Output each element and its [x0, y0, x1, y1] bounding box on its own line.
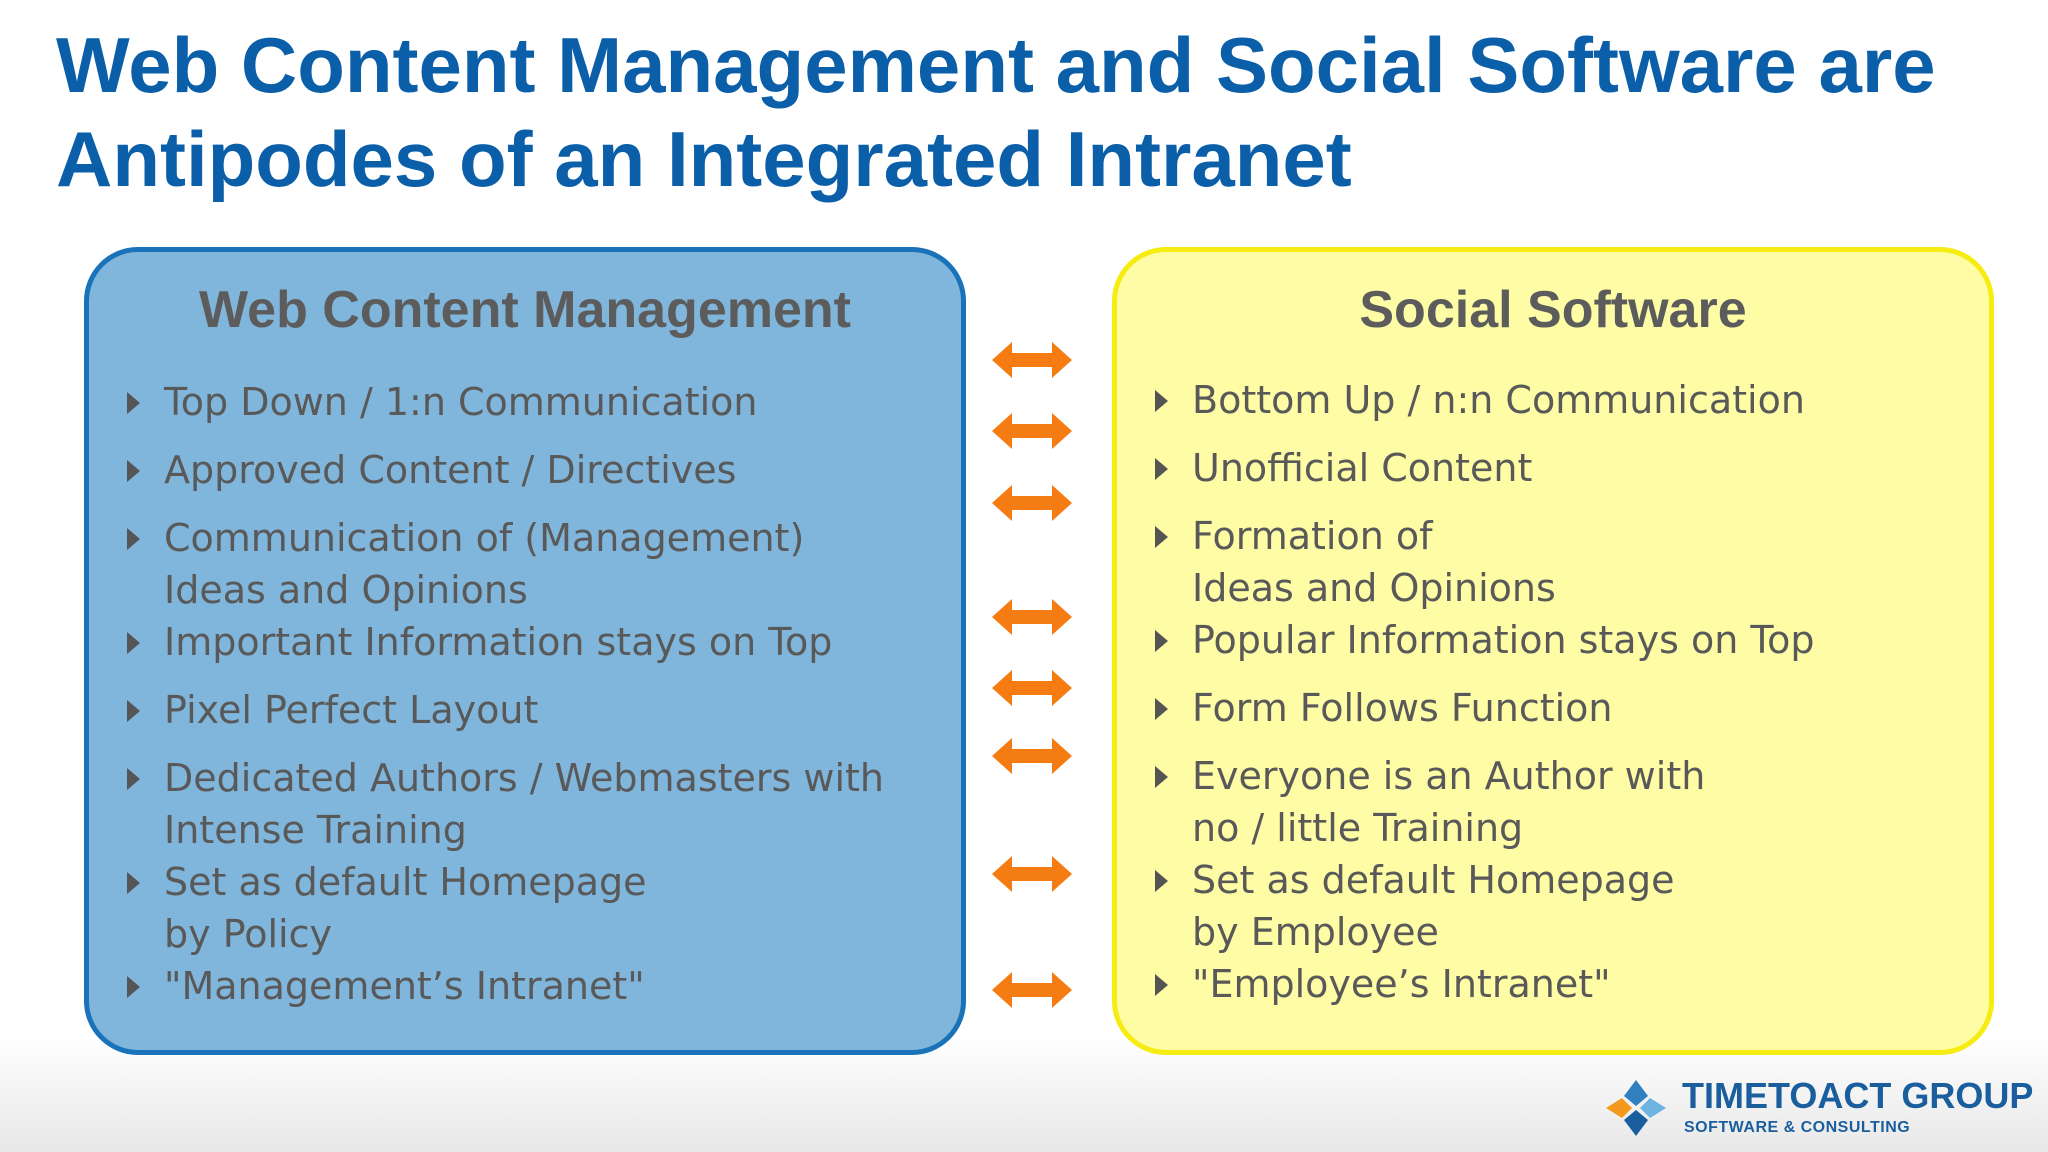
triangle-right-icon: [127, 528, 140, 550]
list-item-text: Intense Training: [164, 808, 467, 852]
logo-name: TIMETOACT GROUP: [1682, 1075, 2034, 1116]
triangle-right-icon: [1155, 526, 1168, 548]
panel-heading: Web Content Management: [199, 281, 851, 339]
list-item: [1192, 442, 1969, 494]
list-item-text: Approved Content / Directives: [164, 448, 737, 492]
triangle-right-icon: [1155, 630, 1168, 652]
list-item-text: Dedicated Authors / Webmasters with: [164, 756, 885, 800]
triangle-right-icon: [1155, 766, 1168, 788]
double-arrow-icon: [992, 854, 1072, 894]
double-arrow-icon: [992, 736, 1072, 776]
list-item: [164, 376, 941, 428]
list-item-text: Set as default Homepage: [1192, 858, 1675, 902]
list-item: [164, 684, 941, 736]
list-item: [164, 444, 941, 496]
double-arrow-icon: [992, 340, 1072, 380]
list-item-text: by Employee: [1192, 910, 1439, 954]
list-item: [1192, 510, 1969, 614]
list-item-text: Communication of (Management): [164, 516, 805, 560]
double-arrow-icon: [992, 597, 1072, 637]
list-item: [164, 512, 941, 616]
triangle-right-icon: [1155, 458, 1168, 480]
double-arrow-icon: [992, 411, 1072, 451]
triangle-right-icon: [1155, 974, 1168, 996]
triangle-right-icon: [1155, 870, 1168, 892]
list-item: [1192, 374, 1969, 426]
company-logo: [1604, 1075, 2034, 1142]
list-item-text: Form Follows Function: [1192, 686, 1613, 730]
triangle-right-icon: [127, 872, 140, 894]
slide-title: Web Content Management and Social Software are Antipodes of an Integrated Intranet: [56, 21, 1936, 203]
panel-heading: Social Software: [1359, 281, 1747, 339]
list-item-text: Pixel Perfect Layout: [164, 688, 539, 732]
list-item-text: Unofficial Content: [1192, 446, 1533, 490]
list-item: [164, 616, 941, 668]
list-item: [1192, 854, 1969, 958]
triangle-right-icon: [127, 700, 140, 722]
list-item-text: Bottom Up / n:n Communication: [1192, 378, 1805, 422]
list-item: [164, 960, 941, 1012]
triangle-right-icon: [127, 632, 140, 654]
triangle-right-icon: [1155, 698, 1168, 720]
logo-tagline: SOFTWARE & CONSULTING: [1684, 1119, 1911, 1136]
list-item-text: Ideas and Opinions: [1192, 566, 1556, 610]
list-item-text: Set as default Homepage: [164, 860, 647, 904]
list-item-text: Important Information stays on Top: [164, 620, 833, 664]
triangle-right-icon: [1155, 390, 1168, 412]
list-item: [164, 752, 941, 856]
list-item-text: Popular Information stays on Top: [1192, 618, 1815, 662]
double-arrow-icon: [992, 668, 1072, 708]
list-item: [1192, 682, 1969, 734]
list-item: [1192, 958, 1969, 1010]
triangle-right-icon: [127, 392, 140, 414]
triangle-right-icon: [127, 976, 140, 998]
list-item: [1192, 750, 1969, 854]
double-arrow-icon: [992, 483, 1072, 523]
list-item: [164, 856, 941, 960]
list-item-text: Formation of: [1192, 514, 1433, 558]
web-content-management-panel: [84, 247, 966, 1055]
list-item-text: Top Down / 1:n Communication: [164, 380, 758, 424]
logo-mark-icon: [1604, 1078, 1668, 1138]
list-item-text: Ideas and Opinions: [164, 568, 528, 612]
list-item-text: "Management’s Intranet": [164, 964, 645, 1008]
list-item: [1192, 614, 1969, 666]
double-arrow-icon: [992, 970, 1072, 1010]
list-item-text: by Policy: [164, 912, 332, 956]
list-item-text: Everyone is an Author with: [1192, 754, 1706, 798]
list-item-text: no / little Training: [1192, 806, 1524, 850]
list-item-text: "Employee’s Intranet": [1192, 962, 1611, 1006]
social-software-panel: [1112, 247, 1994, 1055]
triangle-right-icon: [127, 460, 140, 482]
triangle-right-icon: [127, 768, 140, 790]
